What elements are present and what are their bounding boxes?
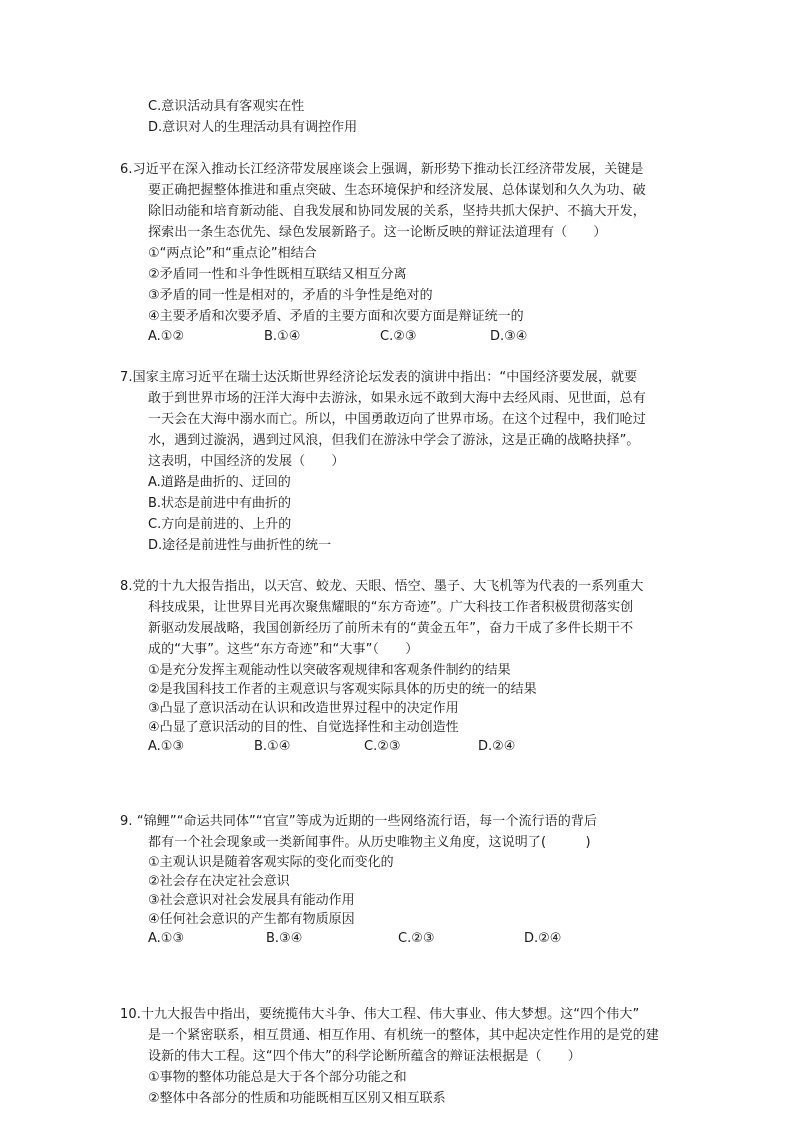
q10-stem-line: 是一个紧密联系，相互贯通、相互作用、有机统一的整体，其中起决定性作用的是党的建 [148,1028,659,1043]
q8-item: ④凸显了意识活动的目的性、自觉选择性和主动创造性 [148,720,459,735]
q7-stem-line: 这表明，中国经济的发展（ ） [148,454,345,469]
q7-stem-line: 一天会在大海中溺水而亡。所以，中国勇敢迈向了世界市场。在这个过程中，我们呛过 [148,412,646,427]
q9-choice-b: B.③④ [266,931,303,946]
q8-item: ②是我国科技工作者的主观意识与客观实际具体的历史的统一的结果 [148,682,537,697]
q6-stem-line: 6.习近平在深入推动长江经济带发展座谈会上强调，新形势下推动长江经济带发展，关键是 [120,162,644,177]
q9-choice-d: D.②④ [524,931,562,946]
q8-stem-line: 8.党的十九大报告指出，以天宫、蛟龙、天眼、悟空、墨子、大飞机等为代表的一系列重大 [120,579,644,594]
q9-choice-a: A.①③ [148,931,185,946]
q7-option-c: C.方向是前进的、上升的 [148,517,292,532]
q8-choices [148,737,648,756]
q5-option-d: D.意识对人的生理活动具有调控作用 [148,120,358,135]
q6-choice-d: D.③④ [490,329,528,344]
q8-choice-d: D.②④ [478,739,516,754]
q9-item: ②社会存在决定社会意识 [148,874,290,889]
q9-stem-line: 9. “锦鲤”“命运共同体”“官宣”等成为近期的一些网络流行语，每一个流行语的背后 [120,814,598,829]
q8-choice-b: B.①④ [254,739,291,754]
q6-item: ②矛盾同一性和斗争性既相互联结又相互分离 [148,267,407,282]
q6-choice-b: B.①④ [264,329,301,344]
q9-choice-c: C.②③ [398,931,435,946]
q8-stem-line: 成的“大事”。这些“东方奇迹”和“大事”（ ） [148,642,419,657]
q6-choice-c: C.②③ [380,329,417,344]
q8-choice-a: A.①③ [148,739,185,754]
q8-stem-line: 新驱动发展战略，我国创新经历了前所未有的“黄金五年”，奋力干成了多件长期干不 [148,621,634,636]
q6-item: ①“两点论”和“重点论”相结合 [148,246,317,261]
q9-stem-line: 都有一个社会现象或一类新闻事件。从历史唯物主义角度，这说明了( ) [148,835,591,850]
q10-stem-line: 设新的伟大工程。这“四个伟大”的科学论断所蕴含的辩证法根据是（ ） [148,1049,581,1064]
q9-item: ①主观认识是随着客观实际的变化而变化的 [148,855,394,870]
q6-item: ③矛盾的同一性是相对的，矛盾的斗争性是绝对的 [148,288,433,303]
q7-option-d: D.途径是前进性与曲折性的统一 [148,538,332,553]
q10-stem-line: 10.十九大报告中指出，要统揽伟大斗争、伟大工程、伟大事业、伟大梦想。这“四个伟大” [120,1007,640,1022]
q9-item: ④任何社会意识的产生都有物质原因 [148,912,355,927]
q8-stem-line: 科技成果，让世界目光再次聚焦耀眼的“东方奇迹”。广大科技工作者积极贯彻落实创 [148,600,634,615]
q7-stem-line: 水，遇到过漩涡，遇到过风浪，但我们在游泳中学会了游泳，这是正确的战略抉择”。 [148,433,640,448]
q6-choices [148,327,648,346]
q7-option-b: B.状态是前进中有曲折的 [148,496,292,511]
q9-choices [148,929,648,948]
q8-item: ③凸显了意识活动在认识和改造世界过程中的决定作用 [148,701,459,716]
q7-stem-line: 7.国家主席习近平在瑞士达沃斯世界经济论坛发表的演讲中指出：“中国经济要发展，就要 [120,370,638,385]
q6-item: ④主要矛盾和次要矛盾、矛盾的主要方面和次要方面是辩证统一的 [148,309,524,324]
q7-option-a: A.道路是曲折的、迂回的 [148,475,291,490]
q8-item: ①是充分发挥主观能动性以突破客观规律和客观条件制约的结果 [148,663,511,678]
q5-option-c: C.意识活动具有客观实在性 [148,99,305,114]
q6-stem-line: 探索出一条生态优先、绿色发展新路子。这一论断反映的辩证法道理有（ ） [148,225,607,240]
q6-stem-line: 除旧动能和培育新动能、自我发展和协同发展的关系，坚持共抓大保护、不搞大开发， [148,204,646,219]
q9-item: ③社会意识对社会发展具有能动作用 [148,893,355,908]
q10-item: ①事物的整体功能总是大于各个部分功能之和 [148,1070,407,1085]
q8-choice-c: C.②③ [364,739,401,754]
q6-stem-line: 要正确把握整体推进和重点突破、生态环境保护和经济发展、总体谋划和久久为功、破 [148,183,646,198]
q7-stem-line: 敢于到世界市场的汪洋大海中去游泳，如果永远不敢到大海中去经风雨、见世面，总有 [148,391,646,406]
q10-item: ②整体中各部分的性质和功能既相互区别又相互联系 [148,1091,446,1106]
q6-choice-a: A.①② [148,329,185,344]
